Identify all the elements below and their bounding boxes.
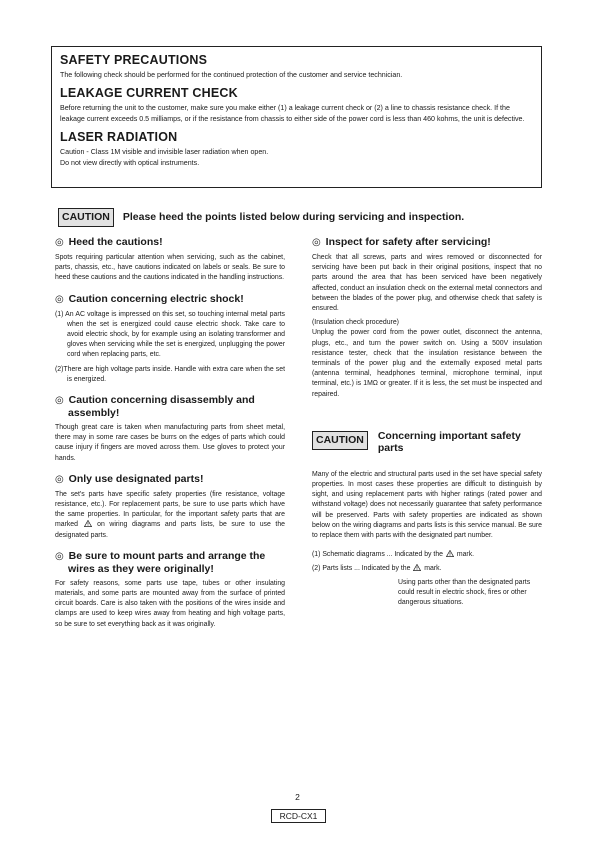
leakage-heading: LEAKAGE CURRENT CHECK bbox=[60, 86, 238, 101]
section-text: For safety reasons, some parts use tape, tubes or other insulating materials, and some parts are mounted away from the surface of printed circuit boards. Care is also taken with the positions of the wires inside and clamps are used to keep wires away from heating and high voltage parts, so be sure to set everything back as it was originally. bbox=[55, 579, 285, 628]
section-text: Though great care is taken when manufacturing parts from sheet metal, there may in some rare cases be burrs on the edges of parts which could cause injury if fingers are moved across them. Use gloves to protect your hands. bbox=[55, 424, 285, 462]
section-text: Many of the electric and structural parts used in the set have special safety properties. In most cases these properties are difficult to distinguish by sight, and using replacement parts with higher ratings (rated power and withstand voltage) does not necessarily guarantee that safety performance will be preserved. Parts with safety properties are indicated as shown below on the wiring diagrams and parts lists is this service manual. Be sure to replace them with parts with the designated part number. bbox=[312, 470, 542, 540]
page-number: 2 bbox=[295, 792, 300, 802]
list-item: (1) An AC voltage is impressed on this set, so touching internal metal parts when the set is energized could cause electric shock. Take care to avoid electric shock, by for example using an isolating transformer and gloves when servicing while the set is energized, unplugging the power cord when replacing parts, etc. bbox=[55, 310, 285, 359]
right-column bbox=[312, 236, 542, 608]
laser-text-2: Do not view directly with optical instruments. bbox=[60, 158, 200, 167]
list-item: (2)There are high voltage parts inside. Handle with extra care when the set is energized. bbox=[55, 365, 285, 383]
section-text: The set's parts have specific safety properties (fire resistance, voltage resistance, etc.). For replacement parts, be sure to use parts which have the same properties. In particular, for the important safety parts that are marked on wiring diagrams and parts lists, be sure to use the designated parts. bbox=[55, 490, 285, 539]
section-heading: ◎ Only use designated parts! bbox=[55, 472, 204, 485]
laser-text-1: Caution - Class 1M visible and invisible laser radiation when open. bbox=[60, 148, 269, 157]
section-text: Spots requiring particular attention when servicing, such as the cabinet, parts, chassis, etc., have cautions indicated on labels or seals. Be sure to heed these cautions and the cautions indicated in the handling instructions. bbox=[55, 254, 285, 282]
section-mark-icon: ◎ bbox=[55, 237, 64, 248]
safety-parts-caution bbox=[312, 430, 542, 454]
section-heading: ◎ Caution concerning disassembly and assembly! bbox=[55, 394, 255, 420]
section-mark-icon: ◎ bbox=[55, 395, 64, 407]
safety-precautions-heading: SAFETY PRECAUTIONS bbox=[60, 53, 208, 67]
caution-banner-text: Please heed the points listed below during servicing and inspection. bbox=[122, 211, 465, 223]
model-number: RCD-CX1 bbox=[271, 809, 326, 823]
section-text: Check that all screws, parts and wires removed or disconnected for servicing have been put back in their original positions, inspect that no parts around the area that has been serviced have been negatively affected, conduct an insulation check on the external metal connectors and between the blades of the power plug, and otherwise check that safety is ensured. bbox=[312, 254, 542, 313]
section-heading: ◎ Be sure to mount parts and arrange the wires as they were originally! bbox=[55, 549, 266, 575]
safety-precautions-box bbox=[51, 46, 542, 188]
warning-triangle-icon bbox=[446, 550, 454, 557]
caution-tag: CAUTION bbox=[312, 431, 368, 450]
insulation-procedure-heading: (Insulation check procedure) bbox=[312, 319, 399, 327]
designated-parts-note: Using parts other than the designated parts could result in electric shock, fires or other dangerous situations. bbox=[398, 578, 531, 607]
laser-heading: LASER RADIATION bbox=[60, 130, 178, 145]
warning-triangle-icon bbox=[413, 564, 421, 571]
section-mark-icon: ◎ bbox=[312, 237, 321, 248]
warning-triangle-icon bbox=[84, 520, 92, 527]
section-mark-icon: ◎ bbox=[55, 293, 64, 305]
section-heading: ◎ Caution concerning electric shock! bbox=[55, 292, 244, 305]
section-heading: ◎ Heed the cautions! bbox=[55, 236, 163, 248]
safety-precautions-text: The following check should be performed for the continued protection of the customer and service technician. bbox=[60, 71, 403, 79]
list-item: (2) Parts lists ... Indicated by the mark. bbox=[312, 565, 442, 573]
section-heading: ◎ Inspect for safety after servicing! bbox=[312, 236, 491, 248]
left-column bbox=[55, 236, 285, 630]
caution-banner bbox=[58, 207, 538, 227]
caution-tag: CAUTION bbox=[58, 208, 114, 227]
section-mark-icon: ◎ bbox=[55, 550, 64, 562]
leakage-text: Before returning the unit to the customer, make sure you make either (1) a leakage current check or (2) a line to chassis resistance check. If the leakage current exceeds 0.5 milliamps, or if the resistance from chassis to either side of the power cord is less than 460 kohms, the unit is defective. bbox=[60, 104, 525, 123]
section-mark-icon: ◎ bbox=[55, 473, 64, 485]
safety-parts-heading: Concerning important safety parts bbox=[377, 429, 521, 454]
insulation-procedure-text: Unplug the power cord from the power outlet, disconnect the antenna, plugs, etc., and turn the power switch on. Using a 500V insulation resistance tester, check that the insulation resistance between the terminals of the power plug and the externally exposed metal parts (antenna terminal, headphones terminal, microphone terminal, input terminal, etc.) is 1MΩ or greater. If it is less, the set must be inspected and repaired. bbox=[312, 329, 542, 398]
list-item: (1) Schematic diagrams ... Indicated by the mark. bbox=[312, 551, 475, 559]
